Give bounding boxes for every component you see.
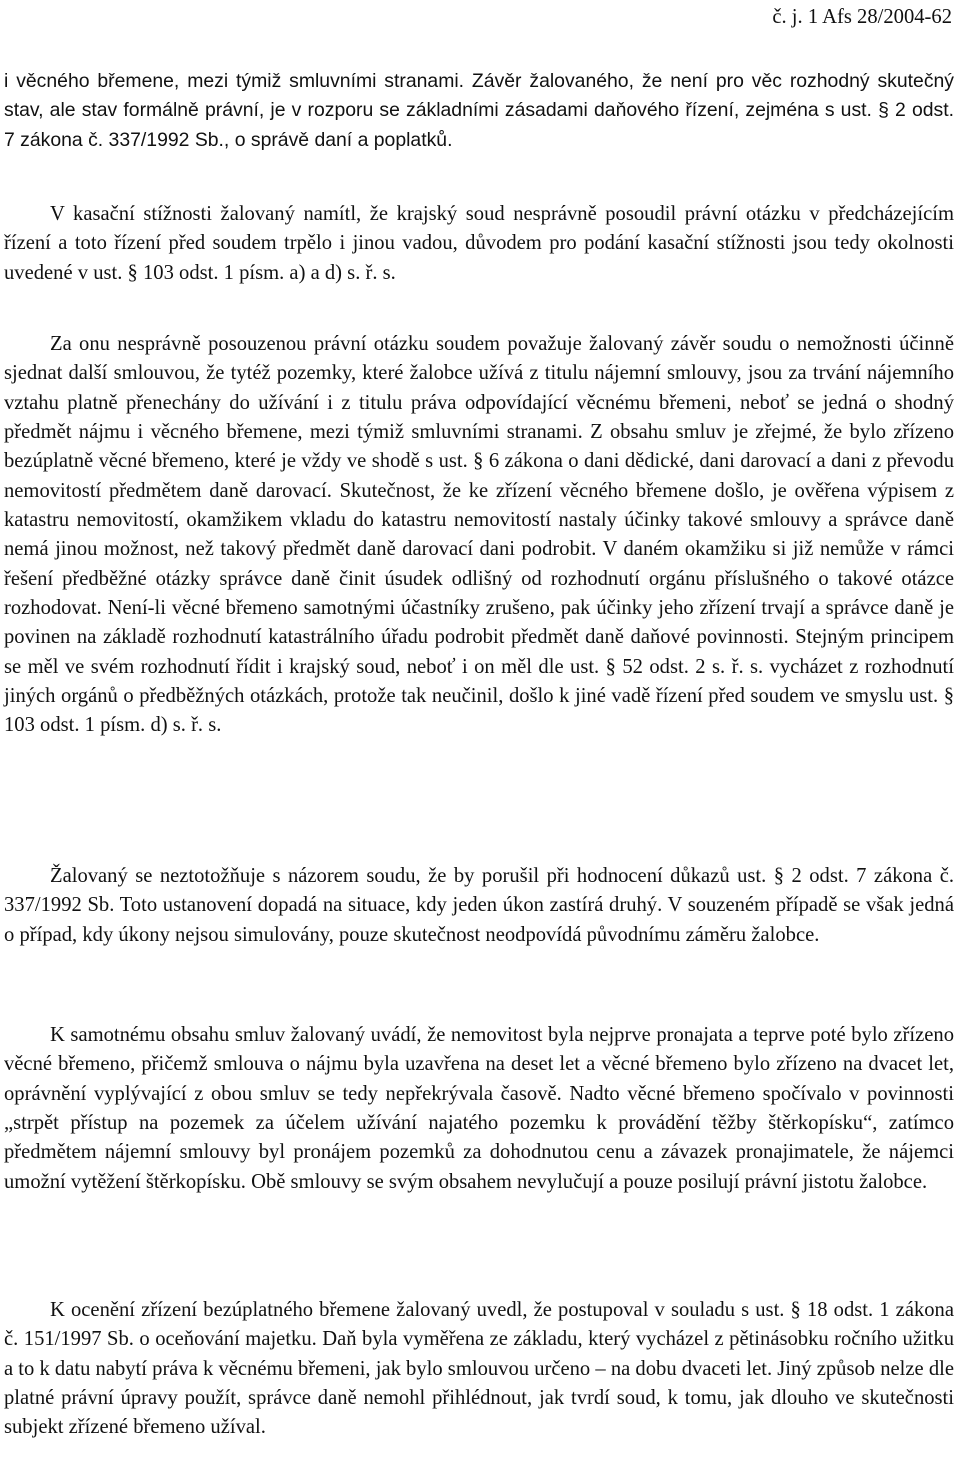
paragraph-evidence-evaluation: Žalovaný se neztotožňuje s názorem soudu, že by porušil při hodnocení důkazů ust. § 2 odst. 7 zákona č. 337/1992 Sb. Toto ustanovení dopadá na situace, kdy jeden úkon zastírá druhý. V souzeném případě se však jedná o případ, kdy úkony nejsou simulovány, pouze skutečnost neodpovídá původnímu záměru žalobce. <box>4 865 954 946</box>
document-page <box>4 0 954 1472</box>
paragraph-valuation: K ocenění zřízení bezúplatného břemene žalovaný uvedl, že postupoval v souladu s ust. § 18 odst. 1 zákona č. 151/1997 Sb. o oceňování majetku. Daň byla vyměřena ze základu, který vycházel z pětinásobku ročního užitku a to k datu nabytí práva k věcnému břemeni, jak bylo smlouvou určeno – na dobu dvaceti let. Jiný způsob nelze dle platné právní úpravy použít, správce daně nemohl přihlédnout, jak tvrdí soud, k tomu, jak dlouho ve skutečnosti subjekt zřízené břemeno užíval. <box>4 1299 954 1439</box>
case-number-header: č. j. 1 Afs 28/2004-62 <box>772 6 952 28</box>
paragraph-contract-content: K samotnému obsahu smluv žalovaný uvádí, že nemovitost byla nejprve pronajata a teprve poté bylo zřízeno věcné břemeno, přičemž smlouva o nájmu byla uzavřena na deset let a věcné břemeno bylo zřízeno na dvacet let, oprávnění vyplývající z obou smluv se tedy nepřekrývala časově. Nadto věcné břemeno spočívalo v povinnosti „strpět přístup na pozemek za účelem užívání najatého pozemku k provádění těžby štěrkopísku“, zatímco předmětem nájemní smlouvy byl pronájem pozemků za dohodnutou cenu a závazek pronajimatele, že nájemci umožní vytěžení štěrkopísku. Obě smlouvy se svým obsahem nevylučují a pouze posilují právní jistotu žalobce. <box>4 1024 954 1193</box>
paragraph-continuation: i věcného břemene, mezi týmiž smluvními stranami. Závěr žalovaného, že není pro věc rozhodný skutečný stav, ale stav formálně právní, je v rozporu se základními zásadami daňového řízení, zejména s ust. § 2 odst. 7 zákona č. 337/1992 Sb., o správě daní a poplatků. <box>4 70 954 151</box>
paragraph-legal-question: Za onu nesprávně posouzenou právní otázku soudem považuje žalovaný závěr soudu o nemožnosti účinně sjednat další smlouvou, že tytéž pozemky, které žalobce užívá z titulu nájemní smlouvy, jsou za trvání nájemního vztahu platně přenechány do užívání i z titulu práva odpovídající věcnému břemeni, neboť se jedná o shodný předmět nájmu i věcného břemene, mezi týmiž smluvními stranami. Z obsahu smluv je zřejmé, že bylo zřízeno bezúplatně věcné břemeno, které je vždy ve shodě s ust. § 6 zákona o dani dědické, dani darovací a dani z převodu nemovitostí předmětem daně darovací. Skutečnost, že ke zřízení věcného břemene došlo, je ověřena výpisem z katastru nemovitostí, okamžikem vkladu do katastru nemovitostí nastaly účinky takové smlouvy a správce daně nemá jinou možnost, než takový předmět daně darovací dani podrobit. V daném okamžiku si již nemůže v rámci řešení předběžné otázky správce daně činit úsudek odlišný od rozhodnutí orgánu příslušného o takové otázce rozhodovat. Není-li věcné břemeno samotnými účastníky zrušeno, pak účinky jeho zřízení trvají a správce daně je povinen na základě rozhodnutí katastrálního úřadu podrobit předmět daně daňové povinnosti. Stejným principem se měl ve svém rozhodnutí řídit i krajský soud, neboť i on měl dle ust. § 52 odst. 2 s. ř. s. vycházet z rozhodnutí jiných orgánů o předběžných otázkách, protože tak neučinil, došlo k jiné vadě řízení před soudem ve smyslu ust. § 103 odst. 1 písm. d) s. ř. s. <box>4 333 954 737</box>
paragraph-cassation-complaint: V kasační stížnosti žalovaný namítl, že krajský soud nesprávně posoudil právní otázku v předcházejícím řízení a toto řízení před soudem trpělo i jinou vadou, důvodem pro podání kasační stížnosti jsou tedy okolnosti uvedené v ust. § 103 odst. 1 písm. a) a d) s. ř. s. <box>4 203 954 284</box>
